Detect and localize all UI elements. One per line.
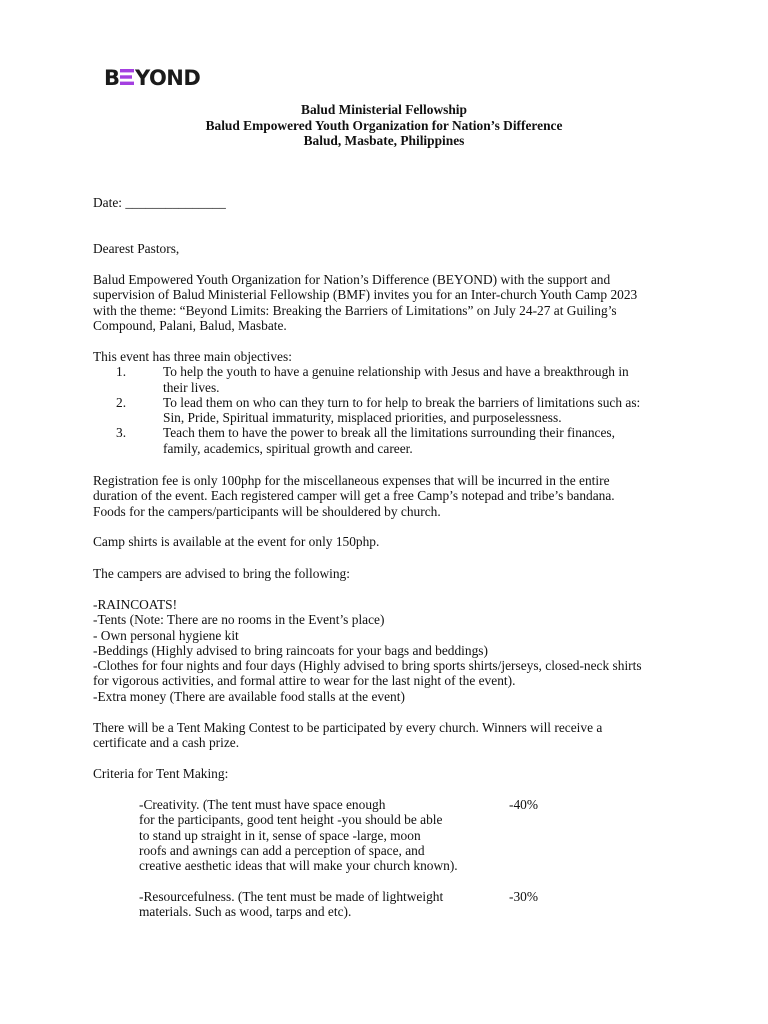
criterion-creativity (139, 797, 599, 873)
bring-item: for vigorous activities, and formal attire to wear for the last night of the event). (93, 673, 516, 689)
logo-e-bars (120, 69, 134, 85)
criterion-percentage: -40% (509, 797, 539, 812)
criterion-line: materials. Such as wood, tarps and etc). (139, 904, 352, 920)
objective-item (93, 364, 693, 395)
criteria-title: Criteria for Tent Making: (93, 766, 229, 781)
registration-line: Foods for the campers/participants will be shouldered by church. (93, 503, 441, 519)
salutation: Dearest Pastors, (93, 241, 180, 256)
criterion-percentage: -30% (509, 889, 539, 904)
svg-text:YOND: YOND (135, 66, 201, 88)
objective-line: family, academics, spiritual growth and career. (163, 440, 413, 456)
bring-item: -Clothes for four nights and four days (Highly advised to bring sports shirts/jerseys, closed-neck shirts (93, 658, 642, 674)
bring-item: -Extra money (There are available food stalls at the event) (93, 688, 405, 704)
letterhead-line-1: Balud Ministerial Fellowship (301, 102, 467, 117)
objectives-intro: This event has three main objectives: (93, 349, 292, 364)
criterion-resourcefulness (139, 889, 599, 920)
intro-line: supervision of Balud Ministerial Fellowship (BMF) invites you for an Inter-church Youth Camp 2023 (93, 287, 638, 303)
beyond-logo (104, 66, 212, 88)
criterion-line: -Resourcefulness. (The tent must be made of lightweight (139, 889, 444, 904)
criterion-line: -Creativity. (The tent must have space enough (139, 797, 386, 812)
objective-line: Teach them to have the power to break all the limitations surrounding their finances, (163, 425, 615, 441)
registration-line: Registration fee is only 100php for the miscellaneous expenses that will be incurred in the entire (93, 473, 610, 488)
criterion-line: roofs and awnings can add a perception of space, and (139, 842, 425, 858)
criterion-line: for the participants, good tent height -you should be able (139, 812, 443, 828)
objective-item (93, 425, 693, 456)
letterhead-line-2: Balud Empowered Youth Organization for Nation’s Difference (205, 117, 563, 133)
contest-paragraph (93, 720, 693, 751)
bring-intro: The campers are advised to bring the following: (93, 566, 350, 581)
contest-line: There will be a Tent Making Contest to be participated by every church. Winners will receive a (93, 720, 603, 735)
bring-list (93, 597, 693, 704)
bring-item: -Beddings (Highly advised to bring raincoats for your bags and beddings) (93, 642, 488, 658)
objective-line: To lead them on who can they turn to for help to break the barriers of limitations such as: (163, 394, 641, 410)
date-line: Date: _______________ (93, 195, 226, 210)
intro-line: with the theme: “Beyond Limits: Breaking the Barriers of Limitations” on July 24-27 at Guiling’s (93, 302, 617, 318)
objective-number: 3. (116, 425, 127, 441)
camp-shirts-paragraph: Camp shirts is available at the event for only 150php. (93, 534, 380, 549)
criterion-line: creative aesthetic ideas that will make your church known). (139, 858, 458, 874)
intro-line: Balud Empowered Youth Organization for Nation’s Difference (BEYOND) with the support and (93, 272, 611, 287)
contest-line: certificate and a cash prize. (93, 735, 240, 751)
registration-paragraph (93, 473, 693, 519)
registration-line: duration of the event. Each registered camper will get a free Camp’s notepad and tribe’s bandana. (93, 488, 615, 504)
bring-item: -Tents (Note: There are no rooms in the Event’s place) (93, 612, 385, 628)
intro-line: Compound, Palani, Balud, Masbate. (93, 317, 287, 333)
criterion-line: to stand up straight in it, sense of space -large, moon (139, 827, 421, 843)
objectives-section (93, 349, 693, 456)
letterhead-line-3: Balud, Masbate, Philippines (303, 133, 465, 148)
objective-item (93, 395, 693, 426)
bring-item: -RAINCOATS! (93, 597, 178, 612)
letterhead (0, 102, 768, 149)
objective-number: 1. (116, 364, 127, 380)
objective-number: 2. (116, 394, 127, 410)
objective-line: To help the youth to have a genuine relationship with Jesus and have a breakthrough in (163, 364, 629, 380)
intro-paragraph (93, 272, 693, 333)
objectives-list (93, 364, 693, 456)
objective-line: Sin, Pride, Spiritual immaturity, misplaced priorities, and purposelessness. (163, 410, 562, 426)
svg-text:B: B (104, 66, 120, 88)
objective-line: their lives. (163, 379, 220, 395)
bring-item: - Own personal hygiene kit (93, 627, 239, 643)
